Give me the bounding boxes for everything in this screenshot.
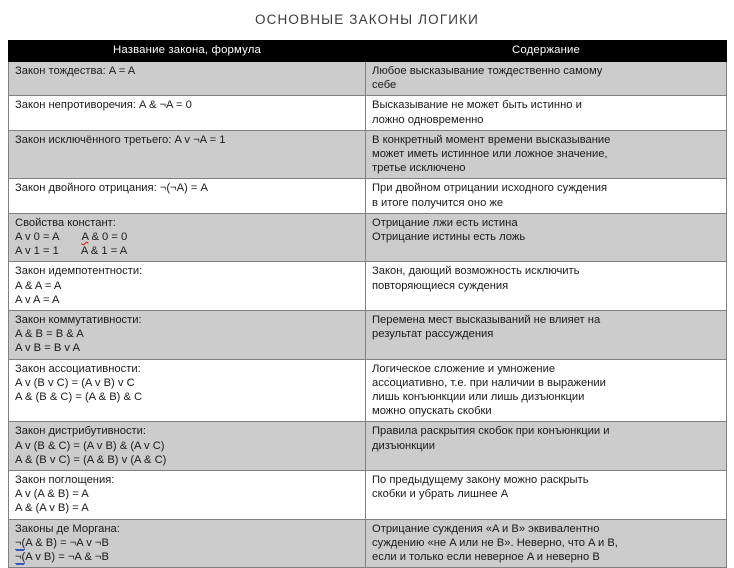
law-content-text: Закон, дающий возможность исключить — [372, 265, 580, 278]
spellcheck-underline: A — [81, 231, 89, 244]
grammarcheck-underline: ¬( — [15, 551, 26, 564]
cell-law-name — [9, 262, 366, 311]
cell-law-name — [9, 359, 366, 422]
table-row — [9, 471, 727, 520]
law-formula-text: A & (B v C) = (A & B) v (A & C) — [15, 453, 167, 466]
formula-right: A & 1 = A — [80, 245, 128, 258]
law-formula-text: A & B = B & A — [15, 328, 84, 341]
cell-law-content — [366, 96, 727, 130]
table-row — [9, 311, 727, 360]
cell-law-content — [366, 519, 727, 568]
formula-rest: A v B) = ¬A & ¬B — [25, 551, 109, 564]
law-name-text: Закон поглощения: — [15, 474, 115, 487]
cell-law-name — [9, 213, 366, 262]
law-formula-text: A & (A v B) = A — [15, 502, 89, 515]
formula-right: & 0 = 0 — [88, 231, 128, 244]
table-row — [9, 62, 727, 96]
table-row — [9, 359, 727, 422]
table-row — [9, 519, 727, 568]
law-content-text: По предыдущему закону можно раскрыть — [372, 474, 589, 487]
law-content-text: Перемена мест высказываний не влияет на — [372, 314, 601, 327]
cell-law-name — [9, 519, 366, 568]
law-formula-text: A v (B & C) = (A v B) & (A v C) — [15, 439, 165, 452]
table-body — [9, 62, 727, 568]
law-content-text: ассоциативно, т.е. при наличии в выражении — [372, 376, 606, 389]
cell-law-name — [9, 179, 366, 213]
law-content-text: суждению «не A или не B». Неверно, что A и B, — [372, 536, 618, 549]
table-row — [9, 213, 727, 262]
law-content-text: Любое высказывание тождественно самому — [372, 65, 603, 77]
table-row — [9, 179, 727, 213]
cell-law-name — [9, 130, 366, 179]
law-formula-text: A v (B v C) = (A v B) v C — [15, 376, 135, 389]
law-name-text: Закон двойного отрицания: ¬(¬A) = A — [15, 182, 208, 195]
cell-law-content — [366, 179, 727, 213]
law-content-text: При двойном отрицании исходного суждения — [372, 182, 608, 195]
cell-law-content — [366, 262, 727, 311]
law-content-text: Высказывание не может быть истинно и — [372, 99, 582, 112]
law-content-text: третье исключено — [372, 162, 466, 175]
cell-law-content — [366, 62, 727, 96]
cell-law-name — [9, 471, 366, 520]
law-content-text: Отрицание истины есть ложь — [372, 231, 526, 244]
law-formula-text — [15, 244, 359, 258]
law-content-text: результат рассуждения — [372, 328, 494, 341]
table-row — [9, 96, 727, 130]
law-name-text: Законы де Моргана: — [15, 522, 120, 535]
logic-laws-table — [8, 40, 727, 568]
formula-left: A v 0 = A — [15, 231, 60, 244]
law-content-text: повторяющиеся суждения — [372, 279, 509, 292]
law-name-text: Закон непротиворечия: A & ¬A = 0 — [15, 99, 192, 112]
cell-law-content — [366, 213, 727, 262]
law-content-text: в итоге получится оно же — [372, 196, 504, 209]
cell-law-name — [9, 311, 366, 360]
cell-law-content — [366, 311, 727, 360]
law-content-text: если и только если неверное A и неверно B — [372, 551, 600, 564]
law-name-text: Закон коммутативности: — [15, 314, 142, 327]
law-formula-text: A v (A & B) = A — [15, 488, 89, 501]
cell-law-content — [366, 359, 727, 422]
cell-law-content — [366, 471, 727, 520]
law-content-text: дизъюнкции — [372, 439, 436, 452]
law-content-text: ложно одновременно — [372, 113, 484, 126]
law-content-text: В конкретный момент времени высказывание — [372, 133, 611, 146]
table-header-row — [9, 41, 727, 62]
law-name-text: Закон идемпотентности: — [15, 265, 143, 278]
law-formula-text — [15, 550, 359, 564]
law-formula-text — [15, 536, 359, 550]
law-name-text: Закон ассоциативности: — [15, 362, 141, 375]
table-row — [9, 130, 727, 179]
law-content-text: Правила раскрытия скобок при конъюнкции и — [372, 425, 610, 438]
law-name-text: Закон тождества: A = A — [15, 65, 136, 77]
column-header-law-name: Название закона, формула — [9, 41, 366, 62]
cell-law-name — [9, 422, 366, 471]
column-header-content: Содержание — [366, 41, 727, 62]
law-formula-text — [15, 230, 359, 244]
table-row — [9, 422, 727, 471]
formula-left: A v 1 = 1 — [15, 245, 59, 258]
constant-formula-grid — [15, 230, 359, 258]
cell-law-content — [366, 130, 727, 179]
cell-law-name — [9, 96, 366, 130]
grammarcheck-underline: ¬( — [15, 536, 26, 549]
law-formula-text: A & (B & C) = (A & B) & C — [15, 391, 143, 404]
cell-law-content — [366, 422, 727, 471]
law-content-text: Отрицание суждения «A и B» эквивалентно — [372, 522, 600, 535]
table-header — [9, 41, 727, 62]
cell-law-name — [9, 62, 366, 96]
law-content-text: скобки и убрать лишнее A — [372, 488, 509, 501]
law-content-text: лишь конъюнкции или лишь дизъюнкции — [372, 391, 585, 404]
law-content-text: может иметь истинное или ложное значение, — [372, 148, 608, 161]
law-content-text: себе — [372, 79, 397, 92]
law-name-text: Свойства констант: — [15, 216, 116, 229]
law-formula-text: A & A = A — [15, 279, 62, 292]
law-content-text: Логическое сложение и умножение — [372, 362, 556, 375]
page-title: ОСНОВНЫЕ ЗАКОНЫ ЛОГИКИ — [254, 12, 480, 27]
law-content-text: Отрицание лжи есть истина — [372, 216, 518, 229]
law-name-text: Закон дистрибутивности: — [15, 425, 147, 438]
law-name-text: Закон исключённого третьего: A v ¬A = 1 — [15, 133, 226, 146]
law-formula-text: A v A = A — [15, 293, 60, 306]
law-formula-text: A v B = B v A — [15, 342, 80, 355]
law-content-text: можно опускать скобки — [372, 405, 492, 418]
table-row — [9, 262, 727, 311]
formula-rest: A & B) = ¬A v ¬B — [25, 536, 109, 549]
